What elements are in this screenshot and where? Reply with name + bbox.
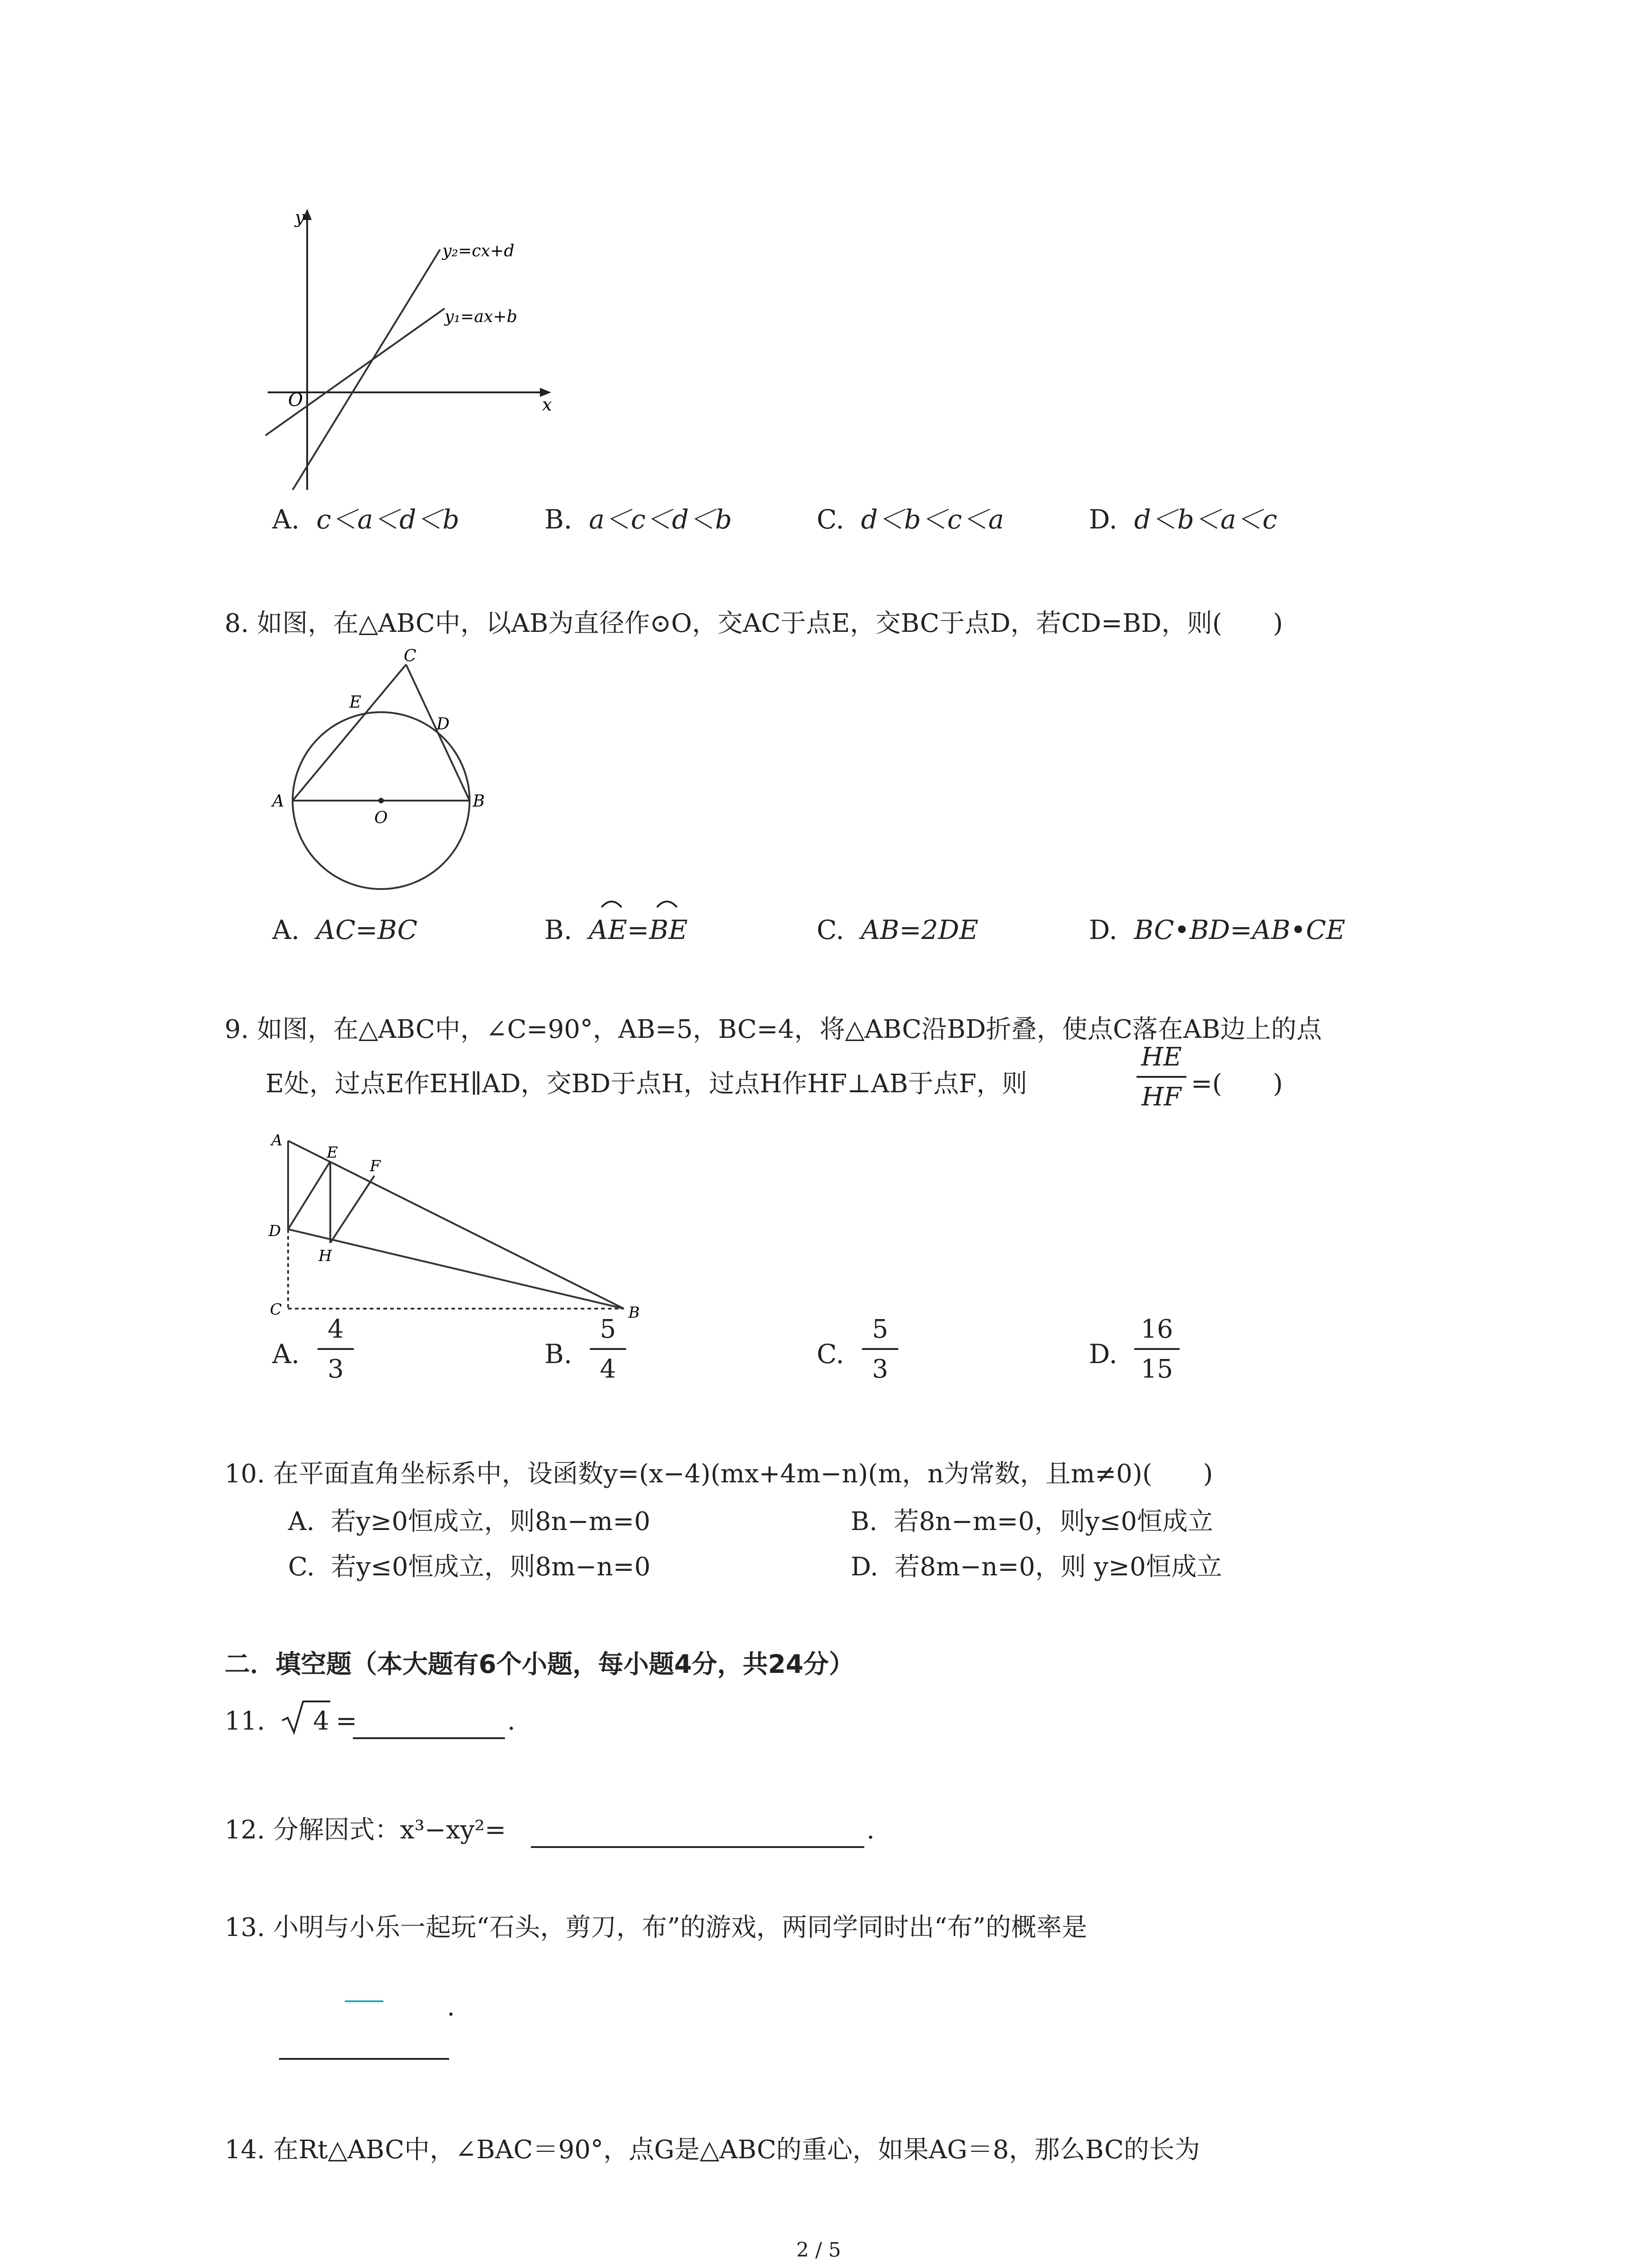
q8-option-c [817, 914, 978, 946]
q8-option-a-label: A. [272, 914, 300, 945]
q7-option-a [272, 503, 460, 535]
q10-option-c-text: 若y≤0恒成立，则8m−n=0 [331, 1552, 651, 1582]
q7-line-y1 [265, 308, 445, 435]
q10-option-b-label: B. [851, 1507, 877, 1536]
q11-number: 11. [225, 1706, 265, 1736]
q8-label-a: A [272, 792, 284, 811]
q9-fraction-num: HE [1141, 1042, 1182, 1072]
q8-option-b-label: B. [544, 914, 573, 945]
q10-stem: 10. 在平面直角坐标系中，设函数y=(x−4)(mx+4m−n)(m，n为常数，且m≠0)( ) [225, 1459, 1213, 1489]
q8-option-a [272, 914, 417, 946]
q10-option-b [851, 1506, 1213, 1538]
q9-label-h: H [318, 1247, 332, 1265]
q10-option-d [851, 1551, 1222, 1583]
q9-figure [263, 1125, 653, 1334]
q10-option-d-text: 若8m−n=0，则 y≥0恒成立 [894, 1552, 1222, 1582]
q8-label-d: D [436, 715, 450, 733]
q8-label-e: E [349, 693, 362, 712]
q8-option-d [1089, 914, 1345, 946]
q9-label-b: B [628, 1304, 640, 1322]
q7-origin-label: O [288, 390, 303, 411]
q11-period: . [507, 1706, 515, 1736]
q9-option-a-label: A. [272, 1339, 300, 1369]
q9-option-a-fraction [318, 1315, 354, 1383]
q9-option-c-num: 5 [872, 1315, 888, 1344]
q10-option-b-text: 若8n−m=0，则y≤0恒成立 [893, 1507, 1214, 1536]
q8-arc-mark-ae [598, 896, 625, 909]
q10-option-d-label: D. [851, 1552, 878, 1582]
q9-option-c-den: 3 [872, 1354, 888, 1384]
q8-segment-ac [293, 665, 406, 801]
q7-graph [254, 200, 572, 508]
q10-option-c-label: C. [288, 1552, 315, 1582]
q9-stem-line1: 9. 如图，在△ABC中，∠C=90°，AB=5，BC=4，将△ABC沿BD折叠，使点C落在AB边上的点 [225, 1015, 1322, 1044]
q13-answer-mark [345, 2000, 383, 2002]
q9-option-c-label: C. [817, 1339, 844, 1369]
q9-stem-end: =( ) [1191, 1069, 1283, 1099]
q11-answer-blank[interactable] [353, 1737, 505, 1739]
q9-label-e: E [327, 1144, 338, 1162]
q8-center-dot [378, 798, 384, 803]
q7-option-b-label: B. [544, 504, 573, 535]
q9-stem-fraction [1136, 1043, 1186, 1111]
q9-label-f: F [370, 1157, 381, 1175]
q9-label-c: C [270, 1300, 282, 1319]
q8-label-b: B [473, 792, 485, 811]
q8-option-c-text: AB=2DE [861, 914, 979, 945]
q7-option-b [544, 503, 732, 535]
q7-option-c [817, 503, 1004, 535]
q9-option-d-num: 16 [1141, 1315, 1173, 1344]
q9-segment-ab [288, 1141, 624, 1309]
q14-stem: 14. 在Rt△ABC中，∠BAC＝90°，点G是△ABC的重心，如果AG＝8，那么BC的长为 [225, 2135, 1200, 2165]
q11-equals: = [336, 1706, 357, 1736]
q10-option-c [288, 1551, 651, 1583]
q7-option-d-text: d＜b＜a＜c [1134, 504, 1278, 535]
q8-figure [268, 649, 485, 903]
q8-option-c-label: C. [817, 914, 844, 945]
q8-arc-mark-be [653, 896, 681, 909]
q7-line-y2 [293, 249, 440, 490]
q13-period: . [447, 1992, 455, 2022]
q7-option-a-text: c＜a＜d＜b [316, 504, 460, 535]
q7-option-b-text: a＜c＜d＜b [588, 504, 732, 535]
q8-option-a-text: AC=BC [316, 914, 418, 945]
q8-option-d-text: BC•BD=AB•CE [1134, 914, 1346, 945]
q9-label-d: D [269, 1222, 281, 1240]
q7-x-label: x [542, 395, 552, 415]
q7-option-c-text: d＜b＜c＜a [861, 504, 1004, 535]
q9-option-a-num: 4 [328, 1315, 344, 1344]
q13-stem: 13. 小明与小乐一起玩“石头，剪刀，布”的游戏，两同学同时出“布”的概率是 [225, 1913, 1087, 1942]
q11-radicand: 4 [313, 1706, 329, 1736]
q7-y-label: y [295, 207, 305, 227]
q9-option-d-label: D. [1089, 1339, 1117, 1369]
q10-option-a-text: 若y≥0恒成立，则8n−m=0 [330, 1507, 651, 1536]
q9-option-b-den: 4 [600, 1354, 616, 1384]
q10-option-a-label: A. [288, 1507, 315, 1536]
q7-option-d [1089, 503, 1277, 535]
q8-label-o: O [374, 809, 388, 827]
q7-line-y2-label: y₂=cx+d [442, 242, 514, 260]
q9-option-a-den: 3 [328, 1354, 344, 1384]
q7-option-d-label: D. [1089, 504, 1117, 535]
q7-option-c-label: C. [817, 504, 844, 535]
q9-option-b-fraction [590, 1315, 626, 1383]
q9-label-a: A [271, 1131, 283, 1149]
q9-option-d-den: 15 [1141, 1354, 1173, 1384]
q12-period: . [867, 1815, 875, 1845]
q9-fraction-den: HF [1141, 1082, 1181, 1112]
q9-option-d-fraction [1134, 1315, 1180, 1383]
q12-answer-blank[interactable] [531, 1846, 864, 1848]
q12-stem: 12. 分解因式：x³−xy²= [225, 1815, 506, 1845]
q9-segment-hf [330, 1176, 374, 1243]
q8-option-b-text: AE=BE [588, 914, 688, 945]
q9-option-b-label: B. [544, 1339, 573, 1369]
q7-line-y1-label: y₁=ax+b [445, 308, 517, 326]
q8-option-d-label: D. [1089, 914, 1117, 945]
q8-label-c: C [404, 649, 416, 665]
q9-stem-line2: E处，过点E作EH∥AD，交BD于点H，过点H作HF⊥AB于点F，则 [265, 1069, 1028, 1099]
q8-stem: 8. 如图，在△ABC中，以AB为直径作⊙O，交AC于点E，交BC于点D，若CD=BD，则( ) [225, 609, 1283, 638]
q9-segment-de [288, 1161, 330, 1229]
q9-option-c-fraction [862, 1315, 898, 1383]
q10-option-a [288, 1506, 650, 1538]
q9-segment-db [288, 1229, 624, 1309]
page-number: 2 / 5 [796, 2239, 841, 2262]
q7-option-a-label: A. [272, 504, 300, 535]
section2-heading: 二．填空题（本大题有6个小题，每小题4分，共24分） [225, 1650, 854, 1679]
q9-option-b-num: 5 [600, 1315, 616, 1344]
q8-option-b [544, 914, 688, 946]
q13-answer-blank[interactable] [279, 2058, 449, 2060]
